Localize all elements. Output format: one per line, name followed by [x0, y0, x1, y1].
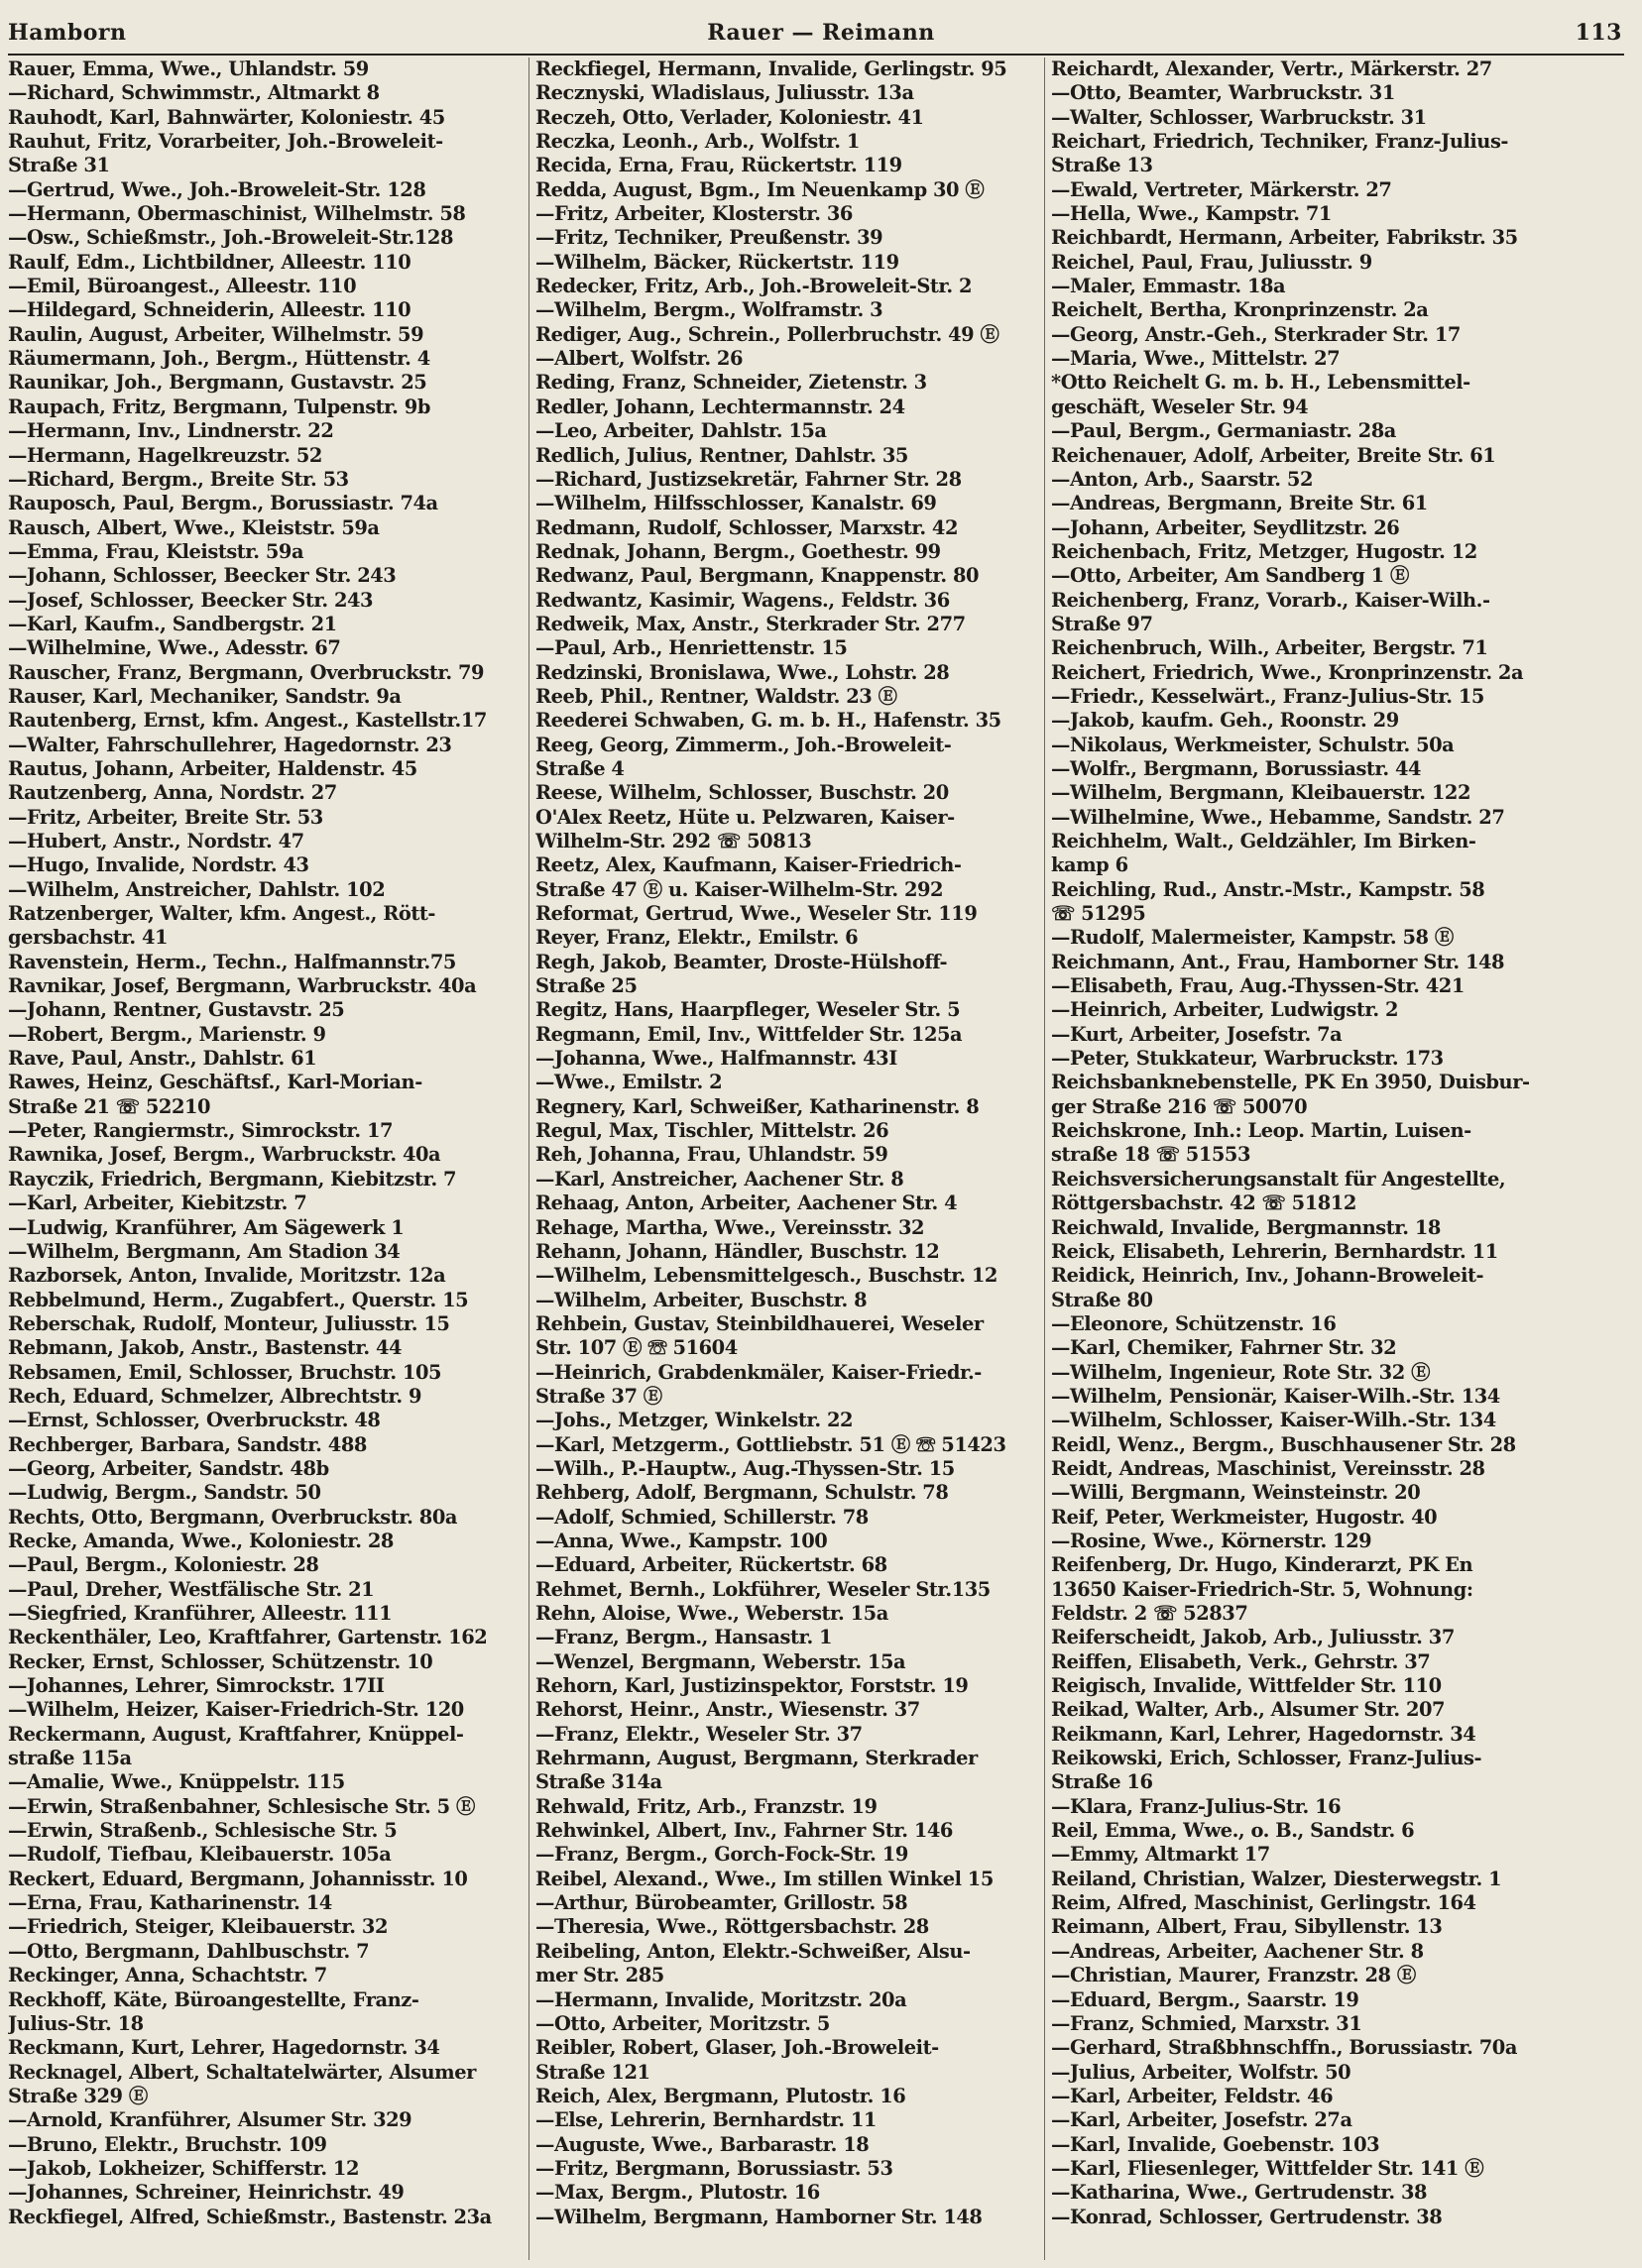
directory-entry-line: —Erna, Frau, Katharinenstr. 14 — [8, 1891, 332, 1915]
directory-entry-line: mer Str. 285 — [535, 1964, 664, 1987]
directory-entry-line: Reibler, Robert, Glaser, Joh.-Broweleit- — [535, 2036, 939, 2060]
directory-entry-line: Reckfiegel, Alfred, Schießmstr., Bastenstr. 23a — [8, 2205, 492, 2228]
directory-entry-line: Raulin, August, Arbeiter, Wilhelmstr. 59 — [8, 322, 424, 346]
directory-entry-line: —Wilhelm, Lebensmittelgesch., Buschstr. 12 — [535, 1264, 997, 1288]
directory-entry-line: Reformat, Gertrud, Wwe., Weseler Str. 119 — [535, 902, 978, 926]
directory-entry-line: Straße 13 — [1051, 154, 1153, 177]
directory-entry-line: Rehrmann, August, Bergmann, Sterkrader — [535, 1747, 978, 1770]
directory-entry-line: Reichenauer, Adolf, Arbeiter, Breite Str. 61 — [1051, 443, 1496, 467]
directory-entry-line: Redler, Johann, Lechtermannstr. 24 — [535, 395, 905, 418]
directory-entry-line: —Andreas, Bergmann, Breite Str. 61 — [1051, 492, 1428, 515]
directory-entry-line: Rauscher, Franz, Bergmann, Overbruckstr. 79 — [8, 660, 485, 684]
directory-entry-line: —Wilhelm, Arbeiter, Buschstr. 8 — [535, 1288, 868, 1311]
directory-entry-line: Rauposch, Paul, Bergm., Borussiastr. 74a — [8, 492, 438, 515]
directory-entry-line: Reichsbanknebenstelle, PK En 3950, Duisbur- — [1051, 1071, 1530, 1094]
directory-entry-line: —Jakob, Lokheizer, Schifferstr. 12 — [8, 2156, 360, 2180]
directory-entry-line: Reeg, Georg, Zimmerm., Joh.-Broweleit- — [535, 733, 952, 756]
directory-entry-line: Redweik, Max, Anstr., Sterkrader Str. 277 — [535, 612, 966, 635]
directory-entry-line: —Wilhelm, Anstreicher, Dahlstr. 102 — [8, 877, 386, 901]
directory-entry-line: Reichbardt, Hermann, Arbeiter, Fabrikstr. 35 — [1051, 226, 1518, 250]
directory-entry-line: Regnery, Karl, Schweißer, Katharinenstr. 8 — [535, 1094, 980, 1118]
directory-entry-line: —Osw., Schießmstr., Joh.-Broweleit-Str.128 — [8, 226, 453, 250]
page-number: 113 — [1575, 20, 1622, 46]
directory-entry-line: Redecker, Fritz, Arb., Joh.-Broweleit-Str. 2 — [535, 275, 973, 298]
directory-entry-line: —Karl, Anstreicher, Aachener Str. 8 — [535, 1167, 904, 1191]
directory-entry-line: —Hermann, Obermaschinist, Wilhelmstr. 58 — [8, 202, 466, 226]
directory-entry-line: Redwantz, Kasimir, Wagens., Feldstr. 36 — [535, 588, 950, 612]
directory-entry-line: —Friedrich, Steiger, Kleibauerstr. 32 — [8, 1915, 388, 1939]
directory-entry-line: Reibeling, Anton, Elektr.-Schweißer, Alsu- — [535, 1939, 971, 1963]
directory-entry-line: straße 18 ☏ 51553 — [1051, 1143, 1251, 1167]
directory-entry-line: Reimann, Albert, Frau, Sibyllenstr. 13 — [1051, 1915, 1443, 1939]
directory-entry-line: Rehmet, Bernh., Lokführer, Weseler Str.135 — [535, 1577, 991, 1601]
directory-entry-line: —Max, Bergm., Plutostr. 16 — [535, 2181, 820, 2205]
directory-entry-line: Raulf, Edm., Lichtbildner, Alleestr. 110 — [8, 250, 411, 274]
directory-entry-line: Straße 25 — [535, 974, 638, 998]
directory-entry-line: Reichskrone, Inh.: Leop. Martin, Luisen- — [1051, 1119, 1471, 1143]
directory-entry-line: Rehbein, Gustav, Steinbildhauerei, Weseler — [535, 1311, 984, 1335]
directory-entry-line: Rebmann, Jakob, Anstr., Bastenstr. 44 — [8, 1336, 403, 1360]
directory-entry-line: 13650 Kaiser-Friedrich-Str. 5, Wohnung: — [1051, 1577, 1473, 1601]
directory-entry-line: Reichsversicherungsanstalt für Angestellte, — [1051, 1167, 1506, 1191]
directory-entry-line: —Peter, Rangiermstr., Simrockstr. 17 — [8, 1119, 394, 1143]
directory-entry-line: —Peter, Stukkateur, Warbruckstr. 173 — [1051, 1047, 1444, 1071]
directory-entry-line: —Wilhelm, Bergm., Wolframstr. 3 — [535, 298, 883, 322]
directory-entry-line: Rehwinkel, Albert, Inv., Fahrner Str. 146 — [535, 1819, 953, 1843]
directory-entry-line: Recznyski, Wladislaus, Juliusstr. 13a — [535, 81, 914, 105]
directory-entry-line: —Otto, Bergmann, Dahlbuschstr. 7 — [8, 1939, 370, 1963]
directory-entry-line: Regitz, Hans, Haarpfleger, Weseler Str. 5 — [535, 998, 961, 1022]
directory-column-1 — [8, 57, 522, 2260]
directory-entry-line: —Wilhelm, Bergmann, Hamborner Str. 148 — [535, 2205, 983, 2228]
directory-entry-line: Reding, Franz, Schneider, Zietenstr. 3 — [535, 371, 927, 395]
directory-entry-line: —Karl, Arbeiter, Kiebitzstr. 7 — [8, 1191, 307, 1215]
directory-entry-line: Regmann, Emil, Inv., Wittfelder Str. 125a — [535, 1022, 963, 1046]
directory-entry-line: —Georg, Arbeiter, Sandstr. 48b — [8, 1456, 329, 1480]
directory-entry-line: O'Alex Reetz, Hüte u. Pelzwaren, Kaiser- — [535, 805, 955, 829]
directory-entry-line: —Friedr., Kesselwärt., Franz-Julius-Str. 15 — [1051, 684, 1484, 708]
directory-entry-line: Straße 16 — [1051, 1770, 1153, 1794]
directory-entry-line: Rehann, Johann, Händler, Buschstr. 12 — [535, 1239, 940, 1263]
directory-entry-line: Reif, Peter, Werkmeister, Hugostr. 40 — [1051, 1505, 1438, 1529]
directory-entry-line: Rautenberg, Ernst, kfm. Angest., Kastellstr.17 — [8, 709, 487, 733]
directory-entry-line: —Hubert, Anstr., Nordstr. 47 — [8, 830, 304, 852]
directory-entry-line: Rayczik, Friedrich, Bergmann, Kiebitzstr. 7 — [8, 1167, 457, 1191]
directory-entry-line: Reikmann, Karl, Lehrer, Hagedornstr. 34 — [1051, 1722, 1476, 1746]
directory-entry-line: Ratzenberger, Walter, kfm. Angest., Rött- — [8, 902, 435, 926]
directory-entry-line: —Leo, Arbeiter, Dahlstr. 15a — [535, 419, 827, 443]
directory-entry-line: —Karl, Kaufm., Sandbergstr. 21 — [8, 612, 337, 635]
directory-entry-line: —Konrad, Schlosser, Gertrudenstr. 38 — [1051, 2205, 1443, 2228]
directory-entry-line: —Arthur, Bürobeamter, Grillostr. 58 — [535, 1891, 908, 1915]
directory-entry-line: —Jakob, kaufm. Geh., Roonstr. 29 — [1051, 709, 1399, 733]
directory-entry-line: —Emmy, Altmarkt 17 — [1051, 1843, 1270, 1867]
directory-entry-line: —Walter, Schlosser, Warbruckstr. 31 — [1051, 105, 1427, 129]
directory-entry-line: Recida, Erna, Frau, Rückertstr. 119 — [535, 154, 902, 177]
directory-entry-line: Feldstr. 2 ☏ 52837 — [1051, 1602, 1248, 1625]
directory-entry-line: Reckermann, August, Kraftfahrer, Knüppel- — [8, 1722, 464, 1746]
directory-entry-line: Reichart, Friedrich, Techniker, Franz-Julius- — [1051, 130, 1509, 154]
directory-entry-line: —Eleonore, Schützenstr. 16 — [1051, 1311, 1337, 1335]
directory-entry-line: —Karl, Arbeiter, Josefstr. 27a — [1051, 2108, 1352, 2132]
directory-entry-line: Reyer, Franz, Elektr., Emilstr. 6 — [535, 926, 859, 950]
directory-entry-line: —Katharina, Wwe., Gertrudenstr. 38 — [1051, 2181, 1428, 2205]
directory-entry-line: Reibel, Alexand., Wwe., Im stillen Winkel 15 — [535, 1867, 994, 1890]
directory-entry-line: —Paul, Bergm., Germaniastr. 28a — [1051, 419, 1396, 443]
directory-entry-line: —Otto, Arbeiter, Am Sandberg 1 Ⓔ — [1051, 564, 1409, 588]
directory-entry-line: Straße 121 — [535, 2060, 650, 2084]
directory-entry-line: Reikowski, Erich, Schlosser, Franz-Julius- — [1051, 1747, 1482, 1770]
directory-entry-line: Rawnika, Josef, Bergm., Warbruckstr. 40a — [8, 1143, 441, 1167]
directory-entry-line: Redmann, Rudolf, Schlosser, Marxstr. 42 — [535, 515, 959, 539]
directory-entry-line: —Nikolaus, Werkmeister, Schulstr. 50a — [1051, 733, 1455, 756]
directory-entry-line: Ravnikar, Josef, Bergmann, Warbruckstr. 40a — [8, 974, 477, 998]
directory-entry-line: —Heinrich, Grabdenkmäler, Kaiser-Friedr.- — [535, 1360, 982, 1384]
directory-entry-line: —Auguste, Wwe., Barbarastr. 18 — [535, 2132, 870, 2156]
directory-entry-line: Reckert, Eduard, Bergmann, Johannisstr. 10 — [8, 1867, 468, 1890]
directory-entry-line: —Hermann, Invalide, Moritzstr. 20a — [535, 1987, 907, 2011]
header-town: Hamborn — [8, 20, 127, 46]
directory-entry-line: —Arnold, Kranführer, Alsumer Str. 329 — [8, 2108, 412, 2132]
directory-entry-line: Rednak, Johann, Bergm., Goethestr. 99 — [535, 539, 941, 563]
directory-entry-line: Regul, Max, Tischler, Mittelstr. 26 — [535, 1119, 889, 1143]
directory-entry-line: —Hugo, Invalide, Nordstr. 43 — [8, 853, 309, 877]
directory-entry-line: Reichmann, Ant., Frau, Hamborner Str. 148 — [1051, 950, 1505, 973]
directory-entry-line: Reigisch, Invalide, Wittfelder Str. 110 — [1051, 1674, 1442, 1698]
directory-entry-line: —Hermann, Hagelkreuzstr. 52 — [8, 443, 322, 467]
directory-entry-line: Reckfiegel, Hermann, Invalide, Gerlingstr. 95 — [535, 57, 1007, 80]
directory-entry-line: Rehage, Martha, Wwe., Vereinsstr. 32 — [535, 1215, 925, 1239]
directory-entry-line: Reczeh, Otto, Verlader, Koloniestr. 41 — [535, 105, 924, 129]
directory-entry-line: Reeb, Phil., Rentner, Waldstr. 23 Ⓔ — [535, 684, 897, 708]
directory-entry-line: Reichardt, Alexander, Vertr., Märkerstr. 27 — [1051, 57, 1492, 80]
directory-entry-line: —Erwin, Straßenb., Schlesische Str. 5 — [8, 1819, 398, 1843]
directory-entry-line: —Paul, Arb., Henriettenstr. 15 — [535, 636, 848, 660]
directory-entry-line: Raunikar, Joh., Bergmann, Gustavstr. 25 — [8, 371, 427, 395]
directory-entry-line: Reckenthäler, Leo, Kraftfahrer, Gartenstr. 162 — [8, 1626, 488, 1649]
directory-entry-line: Rauhodt, Karl, Bahnwärter, Koloniestr. 45 — [8, 105, 445, 129]
directory-entry-line: Rech, Eduard, Schmelzer, Albrechtstr. 9 — [8, 1384, 422, 1408]
directory-entry-line: Reckmann, Kurt, Lehrer, Hagedornstr. 34 — [8, 2036, 440, 2060]
directory-entry-line: —Wilhelm, Bergmann, Am Stadion 34 — [8, 1239, 401, 1263]
directory-entry-line: Redlich, Julius, Rentner, Dahlstr. 35 — [535, 443, 908, 467]
directory-entry-line: —Robert, Bergm., Marienstr. 9 — [8, 1022, 326, 1046]
directory-entry-line: —Karl, Metzgerm., Gottliebstr. 51 Ⓔ ☏ 51423 — [535, 1432, 1006, 1456]
directory-entry-line: Reichhelm, Walt., Geldzähler, Im Birken- — [1051, 830, 1476, 852]
directory-entry-line: —Richard, Bergm., Breite Str. 53 — [8, 467, 349, 491]
directory-entry-line: —Kurt, Arbeiter, Josefstr. 7a — [1051, 1022, 1343, 1046]
directory-entry-line: Rautus, Johann, Arbeiter, Haldenstr. 45 — [8, 756, 417, 780]
directory-entry-line: Recker, Ernst, Schlosser, Schützenstr. 10 — [8, 1649, 433, 1673]
directory-entry-line: Recke, Amanda, Wwe., Koloniestr. 28 — [8, 1529, 394, 1552]
directory-entry-line: Rechberger, Barbara, Sandstr. 488 — [8, 1432, 367, 1456]
directory-entry-line: —Karl, Fliesenleger, Wittfelder Str. 141 Ⓔ — [1051, 2156, 1484, 2180]
directory-entry-line: Reczka, Leonh., Arb., Wolfstr. 1 — [535, 130, 860, 154]
directory-entry-line: Rawes, Heinz, Geschäftsf., Karl-Morian- — [8, 1071, 422, 1094]
directory-entry-line: —Rudolf, Tiefbau, Kleibauerstr. 105a — [8, 1843, 392, 1867]
directory-entry-line: —Elisabeth, Frau, Aug.-Thyssen-Str. 421 — [1051, 974, 1465, 998]
directory-entry-line: Rehberg, Adolf, Bergmann, Schulstr. 78 — [535, 1481, 949, 1505]
directory-entry-line: —Gerhard, Straßbhnschffn., Borussiastr. 70a — [1051, 2036, 1517, 2060]
directory-entry-line: Razborsek, Anton, Invalide, Moritzstr. 12a — [8, 1264, 446, 1288]
directory-entry-line: Reil, Emma, Wwe., o. B., Sandstr. 6 — [1051, 1819, 1415, 1843]
directory-entry-line: Reichenbruch, Wilh., Arbeiter, Bergstr. 71 — [1051, 636, 1488, 660]
directory-entry-line: —Johann, Arbeiter, Seydlitzstr. 26 — [1051, 515, 1400, 539]
directory-entry-line: Rauer, Emma, Wwe., Uhlandstr. 59 — [8, 57, 369, 80]
directory-entry-line: —Adolf, Schmied, Schillerstr. 78 — [535, 1505, 869, 1529]
directory-entry-line: Reh, Johanna, Frau, Uhlandstr. 59 — [535, 1143, 888, 1167]
directory-column-2 — [535, 57, 1041, 2260]
directory-entry-line: —Julius, Arbeiter, Wolfstr. 50 — [1051, 2060, 1351, 2084]
directory-entry-line: —Ludwig, Kranführer, Am Sägewerk 1 — [8, 1215, 405, 1239]
directory-entry-line: —Heinrich, Arbeiter, Ludwigstr. 2 — [1051, 998, 1398, 1022]
directory-entry-line: ger Straße 216 ☏ 50070 — [1051, 1094, 1308, 1118]
directory-entry-line: Regh, Jakob, Beamter, Droste-Hülshoff- — [535, 950, 948, 973]
header-name-range: Rauer — Reimann — [707, 20, 935, 46]
directory-entry-line: Straße 97 — [1051, 612, 1153, 635]
directory-entry-line: Rehorst, Heinr., Anstr., Wiesenstr. 37 — [535, 1698, 920, 1722]
directory-entry-line: —Franz, Bergm., Gorch-Fock-Str. 19 — [535, 1843, 908, 1867]
directory-entry-line: —Rudolf, Malermeister, Kampstr. 58 Ⓔ — [1051, 926, 1454, 950]
directory-entry-line: Reichenbach, Fritz, Metzger, Hugostr. 12 — [1051, 539, 1477, 563]
directory-entry-line: Reich, Alex, Bergmann, Plutostr. 16 — [535, 2084, 906, 2107]
directory-entry-line: Straße 37 Ⓔ — [535, 1384, 662, 1408]
directory-entry-line: —Christian, Maurer, Franzstr. 28 Ⓔ — [1051, 1964, 1416, 1987]
directory-entry-line: Reim, Alfred, Maschinist, Gerlingstr. 164 — [1051, 1891, 1476, 1915]
directory-entry-line: —Johann, Rentner, Gustavstr. 25 — [8, 998, 345, 1022]
directory-entry-line: —Anton, Arb., Saarstr. 52 — [1051, 467, 1313, 491]
directory-entry-line: —Albert, Wolfstr. 26 — [535, 347, 744, 371]
header-rule — [8, 54, 1624, 56]
directory-entry-line: Reichert, Friedrich, Wwe., Kronprinzenstr. 2a — [1051, 660, 1524, 684]
directory-entry-line: Reckinger, Anna, Schachtstr. 7 — [8, 1964, 327, 1987]
directory-entry-line: Reick, Elisabeth, Lehrerin, Bernhardstr. 11 — [1051, 1239, 1498, 1263]
directory-entry-line: Straße 80 — [1051, 1288, 1153, 1311]
directory-entry-line: —Wwe., Emilstr. 2 — [535, 1071, 723, 1094]
directory-entry-line: Straße 21 ☏ 52210 — [8, 1094, 211, 1118]
directory-entry-line: Rausch, Albert, Wwe., Kleiststr. 59a — [8, 515, 380, 539]
directory-entry-line: —Wilhelm, Ingenieur, Rote Str. 32 Ⓔ — [1051, 1360, 1431, 1384]
directory-entry-line: Reichling, Rud., Anstr.-Mstr., Kampstr. 58 — [1051, 877, 1485, 901]
directory-entry-line: —Ludwig, Bergm., Sandstr. 50 — [8, 1481, 321, 1505]
directory-entry-line: —Wenzel, Bergmann, Weberstr. 15a — [535, 1649, 906, 1673]
directory-entry-line: Räumermann, Joh., Bergm., Hüttenstr. 4 — [8, 347, 430, 371]
directory-entry-line: —Hella, Wwe., Kampstr. 71 — [1051, 202, 1332, 226]
directory-entry-line: —Johannes, Schreiner, Heinrichstr. 49 — [8, 2181, 405, 2205]
directory-entry-line: —Wilhelm, Bergmann, Kleibauerstr. 122 — [1051, 781, 1470, 805]
directory-entry-line: —Else, Lehrerin, Bernhardstr. 11 — [535, 2108, 877, 2132]
directory-entry-line: Ravenstein, Herm., Techn., Halfmannstr.75 — [8, 950, 456, 973]
column-divider — [528, 57, 529, 2260]
directory-entry-line: —Amalie, Wwe., Knüppelstr. 115 — [8, 1770, 345, 1794]
directory-column-3 — [1051, 57, 1561, 2260]
directory-entry-line: —Ernst, Schlosser, Overbruckstr. 48 — [8, 1409, 381, 1432]
directory-entry-line: geschäft, Weseler Str. 94 — [1051, 395, 1309, 418]
directory-entry-line: —Eduard, Bergm., Saarstr. 19 — [1051, 1987, 1359, 2011]
directory-entry-line: —Ewald, Vertreter, Märkerstr. 27 — [1051, 177, 1392, 201]
directory-entry-line: Redzinski, Bronislawa, Wwe., Lohstr. 28 — [535, 660, 950, 684]
directory-entry-line: Reiferscheidt, Jakob, Arb., Juliusstr. 37 — [1051, 1626, 1455, 1649]
directory-entry-line: —Johannes, Lehrer, Simrockstr. 17II — [8, 1674, 385, 1698]
directory-entry-line: Rehorn, Karl, Justizinspektor, Forststr. 19 — [535, 1674, 969, 1698]
directory-entry-line: *Otto Reichelt G. m. b. H., Lebensmittel- — [1051, 371, 1470, 395]
directory-entry-line: Reichwald, Invalide, Bergmannstr. 18 — [1051, 1215, 1441, 1239]
directory-entry-line: Wilhelm-Str. 292 ☏ 50813 — [535, 830, 812, 852]
directory-entry-line: —Andreas, Arbeiter, Aachener Str. 8 — [1051, 1939, 1424, 1963]
directory-entry-line: —Karl, Chemiker, Fahrner Str. 32 — [1051, 1336, 1397, 1360]
directory-entry-line: Rautzenberg, Anna, Nordstr. 27 — [8, 781, 337, 805]
directory-entry-line: Reifenberg, Dr. Hugo, Kinderarzt, PK En — [1051, 1553, 1473, 1577]
directory-entry-line: Röttgersbachstr. 42 ☏ 51812 — [1051, 1191, 1356, 1215]
directory-entry-line: —Karl, Invalide, Goebenstr. 103 — [1051, 2132, 1380, 2156]
directory-entry-line: Rauser, Karl, Mechaniker, Sandstr. 9a — [8, 684, 402, 708]
directory-entry-line: —Eduard, Arbeiter, Rückertstr. 68 — [535, 1553, 887, 1577]
directory-entry-line: Rebbelmund, Herm., Zugabfert., Querstr. 15 — [8, 1288, 469, 1311]
directory-entry-line: —Richard, Schwimmstr., Altmarkt 8 — [8, 81, 380, 105]
directory-entry-line: —Erwin, Straßenbahner, Schlesische Str. 5 Ⓔ — [8, 1794, 475, 1818]
directory-entry-line: Reiffen, Elisabeth, Verk., Gehrstr. 37 — [1051, 1649, 1431, 1673]
directory-entry-line: —Johann, Schlosser, Beecker Str. 243 — [8, 564, 397, 588]
directory-entry-line: kamp 6 — [1051, 853, 1128, 877]
directory-entry-line: Rechts, Otto, Bergmann, Overbruckstr. 80a — [8, 1505, 457, 1529]
directory-entry-line: Julius-Str. 18 — [8, 2011, 144, 2035]
directory-entry-line: —Hildegard, Schneiderin, Alleestr. 110 — [8, 298, 411, 322]
directory-entry-line: Reidick, Heinrich, Inv., Johann-Broweleit- — [1051, 1264, 1484, 1288]
page-header — [0, 0, 1642, 56]
directory-entry-line: Rehaag, Anton, Arbeiter, Aachener Str. 4 — [535, 1191, 958, 1215]
directory-entry-line: Reichenberg, Franz, Vorarb., Kaiser-Wilh.- — [1051, 588, 1490, 612]
directory-entry-line: —Wilhelm, Pensionär, Kaiser-Wilh.-Str. 134 — [1051, 1384, 1500, 1408]
directory-entry-line: —Franz, Schmied, Marxstr. 31 — [1051, 2011, 1362, 2035]
directory-entry-line: —Paul, Bergm., Koloniestr. 28 — [8, 1553, 319, 1577]
directory-entry-line: —Johs., Metzger, Winkelstr. 22 — [535, 1409, 854, 1432]
directory-entry-line: —Willi, Bergmann, Weinsteinstr. 20 — [1051, 1481, 1421, 1505]
directory-entry-line: —Rosine, Wwe., Körnerstr. 129 — [1051, 1529, 1372, 1552]
directory-entry-line: ☏ 51295 — [1051, 902, 1146, 926]
directory-entry-line: straße 115a — [8, 1747, 132, 1770]
directory-entry-line: —Klara, Franz-Julius-Str. 16 — [1051, 1794, 1342, 1818]
directory-entry-line: Reikad, Walter, Arb., Alsumer Str. 207 — [1051, 1698, 1446, 1722]
directory-entry-line: —Wilhelm, Hilfsschlosser, Kanalstr. 69 — [535, 492, 937, 515]
directory-entry-line: Reidl, Wenz., Bergm., Buschhausener Str. 28 — [1051, 1432, 1516, 1456]
directory-entry-line: Straße 4 — [535, 756, 625, 780]
directory-entry-line: —Johanna, Wwe., Halfmannstr. 43I — [535, 1047, 897, 1071]
directory-entry-line: —Walter, Fahrschullehrer, Hagedornstr. 23 — [8, 733, 452, 756]
directory-entry-line: —Hermann, Inv., Lindnerstr. 22 — [8, 419, 334, 443]
directory-entry-line: Reiland, Christian, Walzer, Diesterwegstr. 1 — [1051, 1867, 1502, 1890]
directory-entry-line: gersbachstr. 41 — [8, 926, 169, 950]
directory-entry-line: —Richard, Justizsekretär, Fahrner Str. 28 — [535, 467, 962, 491]
directory-entry-line: Raupach, Fritz, Bergmann, Tulpenstr. 9b — [8, 395, 430, 418]
directory-entry-line: Straße 47 Ⓔ u. Kaiser-Wilhelm-Str. 292 — [535, 877, 944, 901]
directory-entry-line: Reichel, Paul, Frau, Juliusstr. 9 — [1051, 250, 1372, 274]
directory-entry-line: —Wilhelm, Heizer, Kaiser-Friedrich-Str. 120 — [8, 1698, 464, 1722]
directory-entry-line: —Fritz, Arbeiter, Klosterstr. 36 — [535, 202, 853, 226]
directory-entry-line: —Fritz, Bergmann, Borussiastr. 53 — [535, 2156, 893, 2180]
directory-entry-line: —Karl, Arbeiter, Feldstr. 46 — [1051, 2084, 1334, 2107]
directory-entry-line: Reese, Wilhelm, Schlosser, Buschstr. 20 — [535, 781, 949, 805]
directory-entry-line: Reetz, Alex, Kaufmann, Kaiser-Friedrich- — [535, 853, 962, 877]
directory-entry-line: Straße 329 Ⓔ — [8, 2084, 148, 2107]
directory-entry-line: Rediger, Aug., Schrein., Pollerbruchstr. 49 Ⓔ — [535, 322, 999, 346]
directory-entry-line: —Otto, Beamter, Warbruckstr. 31 — [1051, 81, 1395, 105]
directory-entry-line: Reberschak, Rudolf, Monteur, Juliusstr. 15 — [8, 1311, 450, 1335]
directory-entry-line: —Wilhelm, Schlosser, Kaiser-Wilh.-Str. 134 — [1051, 1409, 1496, 1432]
directory-entry-line: —Siegfried, Kranführer, Alleestr. 111 — [8, 1602, 393, 1625]
directory-entry-line: —Fritz, Techniker, Preußenstr. 39 — [535, 226, 883, 250]
directory-entry-line: Rehwald, Fritz, Arb., Franzstr. 19 — [535, 1794, 878, 1818]
directory-entry-line: —Fritz, Arbeiter, Breite Str. 53 — [8, 805, 323, 829]
directory-entry-line: Reichelt, Bertha, Kronprinzenstr. 2a — [1051, 298, 1429, 322]
column-divider — [1044, 57, 1045, 2260]
directory-entry-line: Recknagel, Albert, Schaltatelwärter, Alsumer — [8, 2060, 476, 2084]
directory-entry-line: —Franz, Elektr., Weseler Str. 37 — [535, 1722, 863, 1746]
directory-entry-line: —Wolfr., Bergmann, Borussiastr. 44 — [1051, 756, 1422, 780]
directory-entry-line: —Josef, Schlosser, Beecker Str. 243 — [8, 588, 374, 612]
directory-entry-line: Reederei Schwaben, G. m. b. H., Hafenstr. 35 — [535, 709, 1001, 733]
directory-entry-line: Redda, August, Bgm., Im Neuenkamp 30 Ⓔ — [535, 177, 985, 201]
directory-entry-line: Str. 107 Ⓔ ☏ 51604 — [535, 1336, 738, 1360]
directory-entry-line: Rehn, Aloise, Wwe., Weberstr. 15a — [535, 1602, 888, 1625]
directory-entry-line: —Franz, Bergm., Hansastr. 1 — [535, 1626, 833, 1649]
directory-entry-line: Straße 314a — [535, 1770, 662, 1794]
directory-entry-line: —Gertrud, Wwe., Joh.-Broweleit-Str. 128 — [8, 177, 426, 201]
directory-entry-line: —Paul, Dreher, Westfälische Str. 21 — [8, 1577, 375, 1601]
directory-entry-line: —Georg, Anstr.-Geh., Sterkrader Str. 17 — [1051, 322, 1461, 346]
directory-entry-line: Reidt, Andreas, Maschinist, Vereinsstr. 28 — [1051, 1456, 1485, 1480]
directory-entry-line: —Emma, Frau, Kleiststr. 59a — [8, 539, 304, 563]
directory-entry-line: Reckhoff, Käte, Büroangestellte, Franz- — [8, 1987, 419, 2011]
directory-entry-line: —Wilhelmine, Wwe., Adesstr. 67 — [8, 636, 341, 660]
directory-entry-line: Rebsamen, Emil, Schlosser, Bruchstr. 105 — [8, 1360, 442, 1384]
directory-entry-line: —Wilhelm, Bäcker, Rückertstr. 119 — [535, 250, 899, 274]
directory-entry-line: Straße 31 — [8, 154, 110, 177]
directory-entry-line: Rauhut, Fritz, Vorarbeiter, Joh.-Broweleit- — [8, 130, 443, 154]
directory-entry-line: Rave, Paul, Anstr., Dahlstr. 61 — [8, 1047, 317, 1071]
directory-entry-line: —Anna, Wwe., Kampstr. 100 — [535, 1529, 828, 1552]
directory-entry-line: —Wilhelmine, Wwe., Hebamme, Sandstr. 27 — [1051, 805, 1505, 829]
directory-entry-line: Redwanz, Paul, Bergmann, Knappenstr. 80 — [535, 564, 980, 588]
directory-entry-line: —Maria, Wwe., Mittelstr. 27 — [1051, 347, 1341, 371]
directory-entry-line: —Bruno, Elektr., Bruchstr. 109 — [8, 2132, 327, 2156]
directory-entry-line: —Emil, Büroangest., Alleestr. 110 — [8, 275, 357, 298]
directory-entry-line: —Otto, Arbeiter, Moritzstr. 5 — [535, 2011, 830, 2035]
directory-entry-line: —Wilh., P.-Hauptw., Aug.-Thyssen-Str. 15 — [535, 1456, 955, 1480]
directory-entry-line: —Theresia, Wwe., Röttgersbachstr. 28 — [535, 1915, 929, 1939]
directory-entry-line: —Maler, Emmastr. 18a — [1051, 275, 1286, 298]
